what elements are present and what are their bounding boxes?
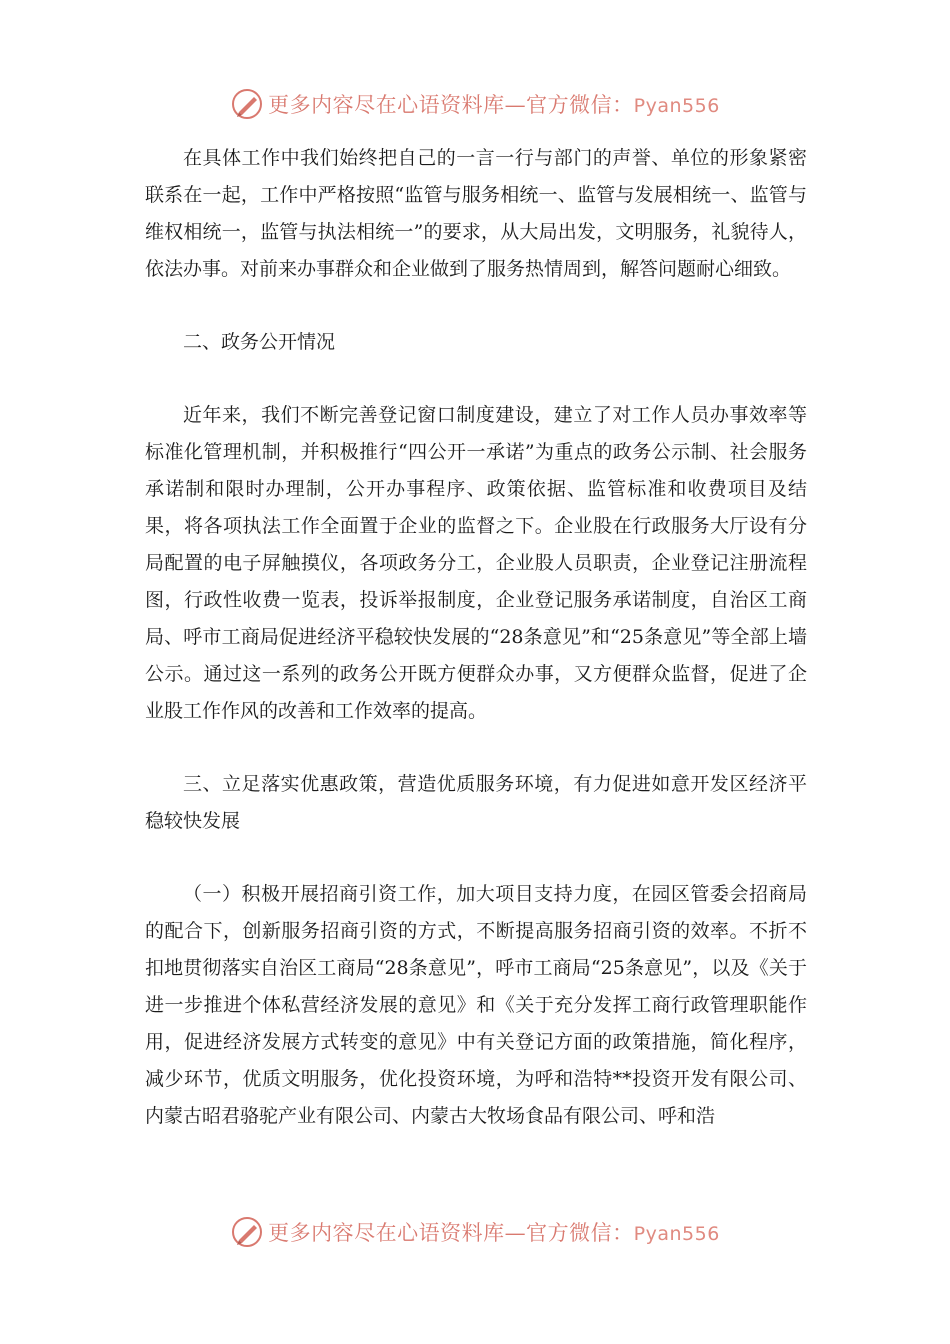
paragraph-service-conduct: 在具体工作中我们始终把自己的一言一行与部门的声誉、单位的形象紧密联系在一起，工作中严格按照“监管与服务相统一、监管与发展相统一、监管与维权相统一，监管与执法相统一”的要求，从大局出发，文明服务，礼貌待人，依法办事。对前来办事群众和企业做到了服务热情周到，解答问题耐心细致。: [145, 147, 807, 280]
pen-logo-icon: [230, 87, 264, 121]
section-heading-policies: 三、立足落实优惠政策，营造优质服务环境，有力促进如意开发区经济平稳较快发展: [145, 773, 807, 832]
section-heading-disclosure: 二、政务公开情况: [183, 331, 336, 353]
paragraph-investment: （一）积极开展招商引资工作，加大项目支持力度，在园区管委会招商局的配合下，创新服务招商引资的方式，不断提高服务招商引资的效率。不折不扣地贯彻落实自治区工商局“28条意见”，呼市工商局“25条意见”，以及《关于进一步推进个体私营经济发展的意见》和《关于充分发挥工商行政管理职能作用，促进经济发展方式转变的意见》中有关登记方面的政策措施，简化程序，减少环节，优质文明服务，优化投资环境，为呼和浩特**投资开发有限公司、内蒙古昭君骆驼产业有限公司、内蒙古大牧场食品有限公司、呼和浩: [145, 883, 807, 1127]
watermark-footer-id: Pyan556: [633, 1223, 720, 1245]
pen-logo-icon: [230, 1215, 264, 1249]
watermark-footer-text: [268, 1217, 720, 1247]
paragraph-disclosure: 近年来，我们不断完善登记窗口制度建设，建立了对工作人员办事效率等标准化管理机制，并积极推行“四公开一承诺”为重点的政务公示制、社会服务承诺制和限时办理制，公开办事程序、政策依据、监管标准和收费项目及结果，将各项执法工作全面置于企业的监督之下。企业股在行政服务大厅设有分局配置的电子屏触摸仪，各项政务分工，企业股人员职责，企业登记注册流程图，行政性收费一览表，投诉举报制度，企业登记服务承诺制度，自治区工商局、呼市工商局促进经济平稳较快发展的“28条意见”和“25条意见”等全部上墙公示。通过这一系列的政务公开既方便群众办事，又方便群众监督，促进了企业股工作作风的改善和工作效率的提高。: [145, 404, 807, 722]
watermark-footer-label: 更多内容尽在心语资料库—官方微信：: [268, 1221, 634, 1245]
watermark-header-text: [268, 89, 720, 119]
watermark-footer: [0, 1212, 950, 1252]
watermark-header: [0, 84, 950, 124]
watermark-header-id: Pyan556: [633, 95, 720, 117]
watermark-header-label: 更多内容尽在心语资料库—官方微信：: [268, 93, 634, 117]
document-body: [145, 140, 807, 1135]
